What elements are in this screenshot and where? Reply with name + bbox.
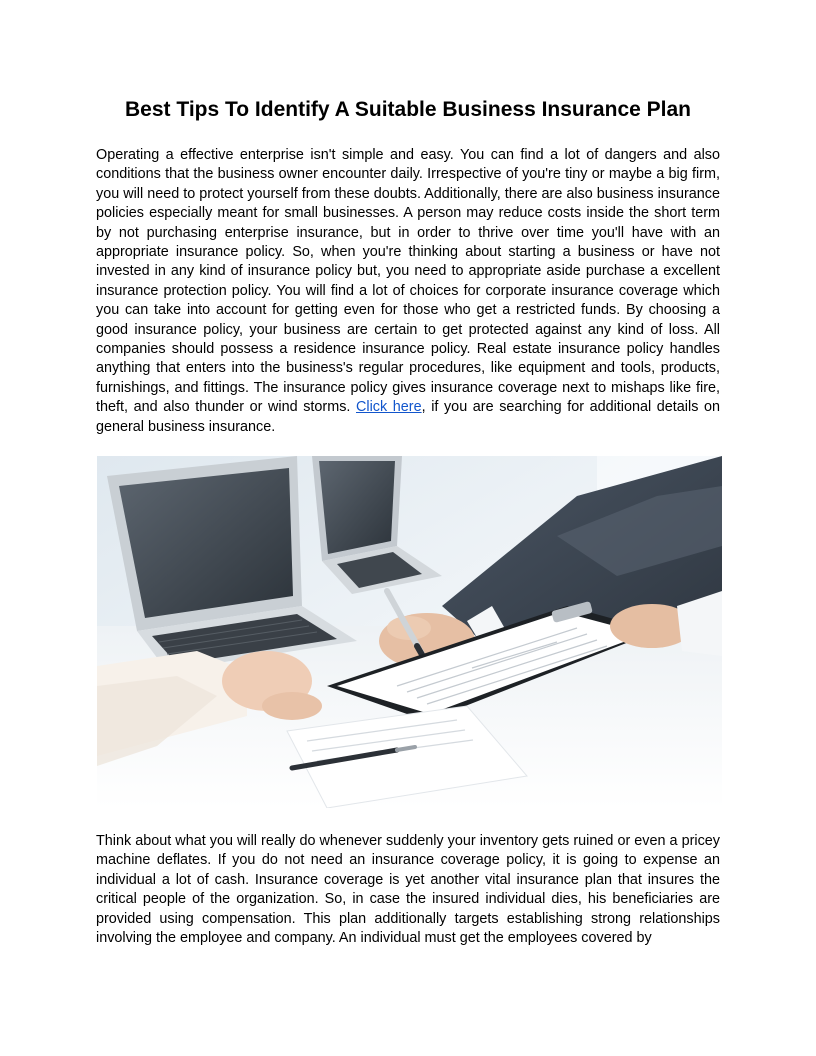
document-title: Best Tips To Identify A Suitable Business Insurance Plan	[125, 98, 691, 121]
intro-text-end: , if you are searching for additional details on general business insurance.	[96, 399, 721, 435]
business-meeting-photo	[97, 456, 722, 808]
intro-text: Operating a effective enterprise isn't simple and easy. You can find a lot of dangers and also conditions that the business owner encounter daily. Irrespective of you're tiny or maybe a big firm, you will need to protect yourself from these doubts. Additionally, there are also business insurance policies especially meant for small businesses. A person may reduce costs inside the short term by not purchasing enterprise insurance, but in order to thrive over time you'll have with an appropriate insurance policy. So, when you're thinking about starting a business or have not invested in any kind of insurance policy but, you need to appropriate aside purchase a excellent insurance protection policy. You will find a lot of choices for corporate insurance coverage which you can take into account for getting even for those who get a restricted funds. By choosing a good insurance policy, your business are certain to get protected against any kind of loss. All companies should possess a residence insurance policy. Real estate insurance policy handles anything that enters into the business's regular procedures, like equipment and tools, products, furnishings, and fittings. The insurance policy gives insurance coverage next to mishaps like fire, theft, and also thunder or wind storms.	[96, 147, 720, 416]
intro-paragraph	[96, 146, 720, 437]
body-paragraph: Think about what you will really do whenever suddenly your inventory gets ruined or even a pricey machine deflates. If you do not need an insurance coverage policy, it is going to expense an individual a lot of cash. Insurance coverage is yet another vital insurance plan that insures the critical people of the organization. So, in case the insured individual dies, his beneficiaries are provided using compensation. This plan additionally targets establishing strong relationships involving the employee and company. An individual must get the employees covered by	[96, 833, 720, 947]
click-here-link[interactable]: Click here	[356, 399, 422, 416]
